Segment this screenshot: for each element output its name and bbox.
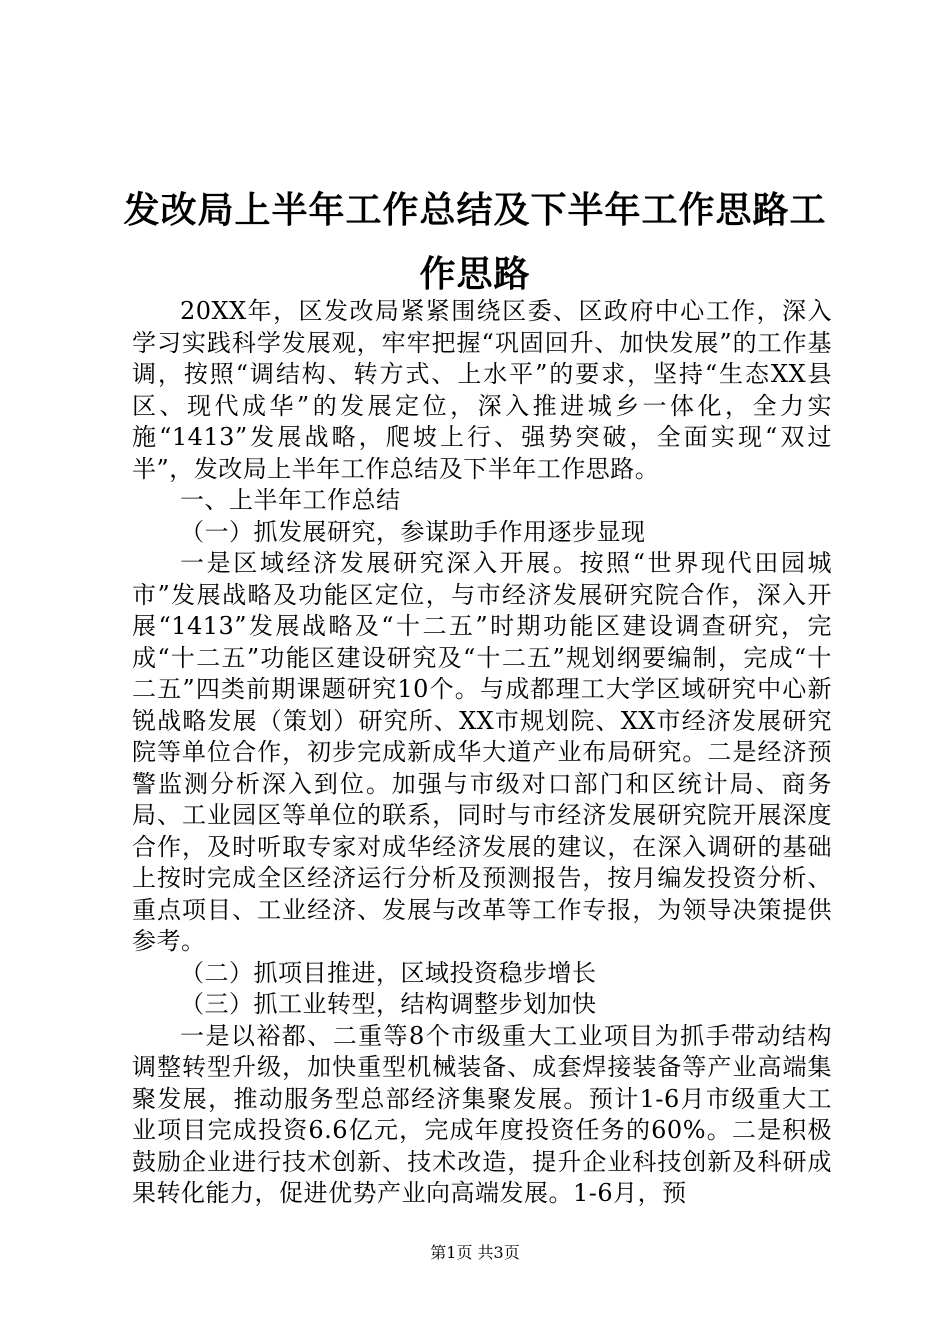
document-body (132, 296, 832, 1210)
document-title: 发改局上半年工作总结及下半年工作思路工作思路 (123, 189, 827, 295)
subsection-heading: （三）抓工业转型，结构调整步划加快 (180, 990, 597, 1018)
subsection-heading: （二）抓项目推进，区域投资稳步增长 (180, 958, 597, 987)
body-paragraph: 一是区域经济发展研究深入开展。按照“世界现代田园城市”发展战略及功能区定位，与市经济发展研究院合作，深入开展“1413”发展战略及“十二五”时期功能区建设调查研究，完成“十二五”功能区建设研究及“十二五”规划纲要编制，完成“十二五”四类前期课题研究10个。与成都理工大学区域研究中心新锐战略发展（策划）研究所、XX市规划院、XX市经济发展研究院等单位合作，初步完成新成华大道产业布局研究。二是经济预警监测分析深入到位。加强与市级对口部门和区统计局、商务局、工业园区等单位的联系，同时与市经济发展研究院开展深度合作，及时听取专家对成华经济发展的建议，在深入调研的基础上按时完成全区经济运行分析及预测报告，按月编发投资分析、重点项目、工业经济、发展与改革等工作专报，为领导决策提供参考。 (132, 549, 832, 955)
section-heading: 一、上半年工作总结 (180, 486, 401, 514)
body-paragraph: 一是以裕都、二重等8个市级重大工业项目为抓手带动结构调整转型升级，加快重型机械装备、成套焊接装备等产业高端集聚发展，推动服务型总部经济集聚发展。预计1-6月市级重大工业项目完成投资6.6亿元，完成年度投资任务的60%。二是积极鼓励企业进行技术创新、技术改造，提升企业科技创新及科研成果转化能力，促进优势产业向高端发展。1-6月，预 (132, 1021, 832, 1207)
subsection-heading: （一）抓发展研究，参谋助手作用逐步显现 (180, 517, 646, 546)
page-footer: 第1页 共3页 (430, 1243, 520, 1262)
intro-paragraph: 20XX年，区发改局紧紧围绕区委、区政府中心工作，深入学习实践科学发展观，牢牢把握“巩固回升、加快发展”的工作基调，按照“调结构、转方式、上水平”的要求，坚持“生态XX县区、现代成华”的发展定位，深入推进城乡一体化，全力实施“1413”发展战略，爬坡上行、强势突破，全面实现“双过半”，发改局上半年工作总结及下半年工作思路。 (132, 297, 832, 483)
